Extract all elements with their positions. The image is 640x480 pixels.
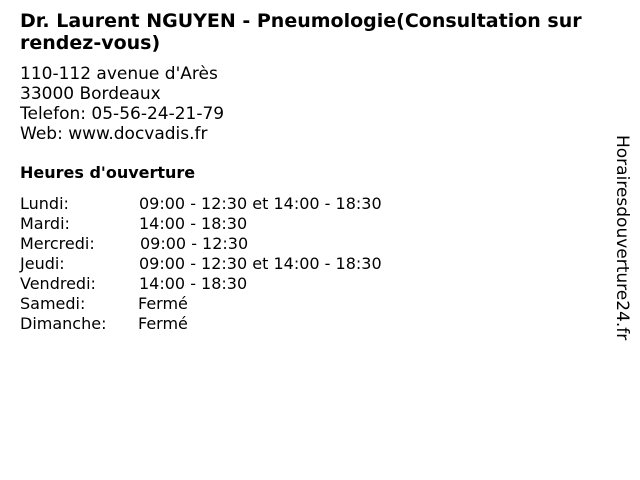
page-title: Dr. Laurent NGUYEN - Pneumologie(Consultation sur rendez-vous) xyxy=(20,10,582,54)
day-label: Dimanche: xyxy=(20,314,107,333)
day-hours: 14:00 - 18:30 xyxy=(139,214,248,233)
day-hours: 09:00 - 12:30 et 14:00 - 18:30 xyxy=(139,194,382,213)
day-hours: 09:00 - 12:30 xyxy=(140,234,249,253)
city-postcode: 33000 Bordeaux xyxy=(20,84,161,104)
phone-number: Telefon: 05-56-24-21-79 xyxy=(20,104,225,124)
hours-heading: Heures d'ouverture xyxy=(20,163,196,182)
address-block xyxy=(20,64,224,144)
day-hours: 14:00 - 18:30 xyxy=(139,274,248,293)
day-hours: Fermé xyxy=(138,294,188,313)
day-label: Lundi: xyxy=(20,194,69,213)
day-label: Jeudi: xyxy=(20,254,65,273)
day-label: Mercredi: xyxy=(20,234,95,253)
street-address: 110-112 avenue d'Arès xyxy=(20,64,218,84)
day-label: Vendredi: xyxy=(20,274,96,293)
day-label: Samedi: xyxy=(20,294,86,313)
day-hours: 09:00 - 12:30 et 14:00 - 18:30 xyxy=(139,254,382,273)
website-link[interactable]: Web: www.docvadis.fr xyxy=(20,124,208,144)
site-brand-watermark: Horairesdouverture24.fr xyxy=(612,135,632,341)
day-hours: Fermé xyxy=(138,314,188,333)
day-label: Mardi: xyxy=(20,214,70,233)
